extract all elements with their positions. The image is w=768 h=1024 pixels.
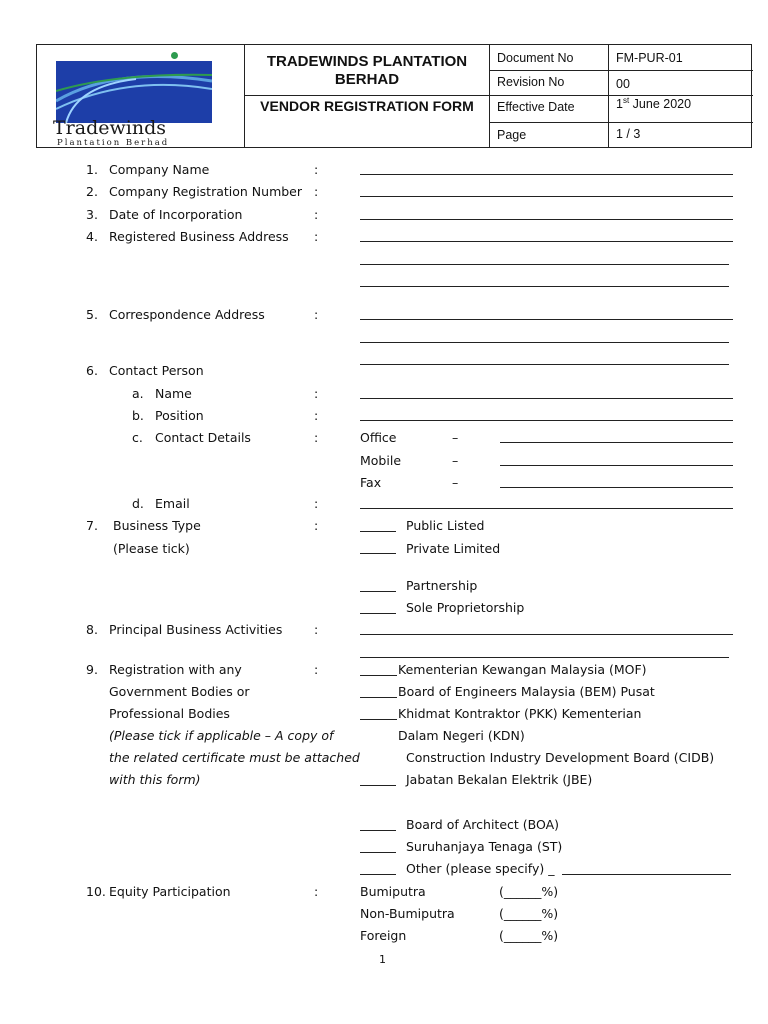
tick-private-limited[interactable] [360,553,396,554]
registered-address-field-1[interactable] [360,241,733,242]
company-title: TRADEWINDS PLANTATION BERHAD [266,53,468,88]
label-registration-1: Registration with any [109,662,242,677]
option-cidb: Construction Industry Development Board (CIDB) [406,750,715,765]
tick-partnership[interactable] [360,591,396,592]
note-line-2: the related certificate must be attached [109,750,360,765]
label-registration-3: Professional Bodies [109,706,230,721]
page-number: 1 [379,953,386,966]
registered-address-field-2[interactable] [360,264,729,265]
registered-address-field-3[interactable] [360,286,729,287]
item-number: 2. [86,184,98,199]
tick-mof[interactable] [360,675,397,676]
sub-letter: b. [132,408,144,423]
colon: : [314,162,319,177]
tick-boa[interactable] [360,830,396,831]
colon: : [314,496,319,511]
dash: – [452,430,459,445]
label-company-registration: Company Registration Number [109,184,303,199]
label-registration-2: Government Bodies or [109,684,250,699]
option-jbe: Jabatan Bekalan Elektrik (JBE) [406,772,593,787]
item-number: 6. [86,363,98,378]
item-number: 3. [86,207,98,222]
label-correspondence-address: Correspondence Address [109,307,265,322]
logo-name: Tradewinds [53,117,166,139]
label-principal-activities: Principal Business Activities [109,622,283,637]
date-incorporation-field[interactable] [360,219,733,220]
meta-value-page: 1 / 3 [616,127,641,141]
note-line-1: (Please tick if applicable – A copy of [109,728,334,743]
correspondence-address-field-2[interactable] [360,342,729,343]
colon: : [314,207,319,222]
tick-public-listed[interactable] [360,531,396,532]
mobile-phone-field[interactable] [500,465,733,466]
item-number: 7. [86,518,98,533]
label-mobile: Mobile [360,453,402,468]
note-line-3: with this form) [109,772,201,787]
tick-bem[interactable] [360,697,397,698]
label-email: Email [155,496,190,511]
correspondence-address-field-1[interactable] [360,319,733,320]
label-equity: Equity Participation [109,884,231,899]
label-please-tick: (Please tick) [113,541,190,556]
label-position: Position [155,408,204,423]
company-logo [56,61,212,123]
foreign-percent-field[interactable]: (______%) [499,928,559,943]
option-pkk-cont: Dalam Negeri (KDN) [398,728,525,743]
colon: : [314,386,319,401]
tick-sole-proprietorship[interactable] [360,613,396,614]
colon: : [314,662,319,677]
colon: : [314,307,319,322]
correspondence-address-field-3[interactable] [360,364,729,365]
tick-jbe[interactable] [360,785,396,786]
label-business-type: Business Type [113,518,201,533]
office-phone-field[interactable] [500,442,733,443]
label-name: Name [155,386,192,401]
contact-position-field[interactable] [360,420,733,421]
meta-value-effective: 1st June 2020 [616,96,692,112]
item-number: 4. [86,229,98,244]
meta-value-docno: FM-PUR-01 [616,51,683,65]
label-contact-person: Contact Person [109,363,204,378]
item-number: 8. [86,622,98,637]
tick-pkk[interactable] [360,719,397,720]
colon: : [314,229,319,244]
principal-activities-field-2[interactable] [360,657,729,658]
fax-field[interactable] [500,487,733,488]
option-pkk: Khidmat Kontraktor (PKK) Kementerian [398,706,642,721]
label-foreign: Foreign [360,928,407,943]
option-mof: Kementerian Kewangan Malaysia (MOF) [398,662,647,677]
meta-label-revision: Revision No [497,75,565,89]
label-bumiputra: Bumiputra [360,884,426,899]
option-other: Other (please specify) _ [406,861,555,876]
principal-activities-field-1[interactable] [360,634,733,635]
bumiputra-percent-field[interactable]: (______%) [499,884,559,899]
colon: : [314,518,319,533]
other-specify-field[interactable] [562,874,731,875]
option-bem: Board of Engineers Malaysia (BEM) Pusat [398,684,655,699]
label-office: Office [360,430,397,445]
colon: : [314,430,319,445]
sub-letter: c. [132,430,143,445]
company-registration-field[interactable] [360,196,733,197]
item-number: 9. [86,662,98,677]
item-number: 10. [86,884,106,899]
label-fax: Fax [360,475,382,490]
option-partnership: Partnership [406,578,478,593]
meta-label-effective: Effective Date [497,100,575,114]
logo-dot [171,52,178,59]
tick-st[interactable] [360,852,396,853]
colon: : [314,408,319,423]
tick-other[interactable] [360,874,396,875]
meta-label-docno: Document No [497,51,574,65]
contact-name-field[interactable] [360,398,733,399]
label-non-bumiputra: Non-Bumiputra [360,906,455,921]
dash: – [452,475,459,490]
option-boa: Board of Architect (BOA) [406,817,560,832]
header-table [36,44,752,148]
email-field[interactable] [360,508,733,509]
label-registered-address: Registered Business Address [109,229,289,244]
option-sole-proprietorship: Sole Proprietorship [406,600,525,615]
sub-letter: a. [132,386,144,401]
colon: : [314,884,319,899]
colon: : [314,184,319,199]
item-number: 1. [86,162,98,177]
company-name-field[interactable] [360,174,733,175]
non-bumiputra-percent-field[interactable]: (______%) [499,906,559,921]
option-private-limited: Private Limited [406,541,501,556]
label-company-name: Company Name [109,162,210,177]
form-title: VENDOR REGISTRATION FORM [260,98,474,114]
option-st: Suruhanjaya Tenaga (ST) [406,839,563,854]
item-number: 5. [86,307,98,322]
meta-label-page: Page [497,128,527,142]
dash: – [452,453,459,468]
meta-value-revision: 00 [616,77,630,91]
colon: : [314,622,319,637]
option-public-listed: Public Listed [406,518,485,533]
sub-letter: d. [132,496,144,511]
label-contact-details: Contact Details [155,430,251,445]
logo-subtitle: Plantation Berhad [57,138,170,148]
label-date-incorporation: Date of Incorporation [109,207,243,222]
